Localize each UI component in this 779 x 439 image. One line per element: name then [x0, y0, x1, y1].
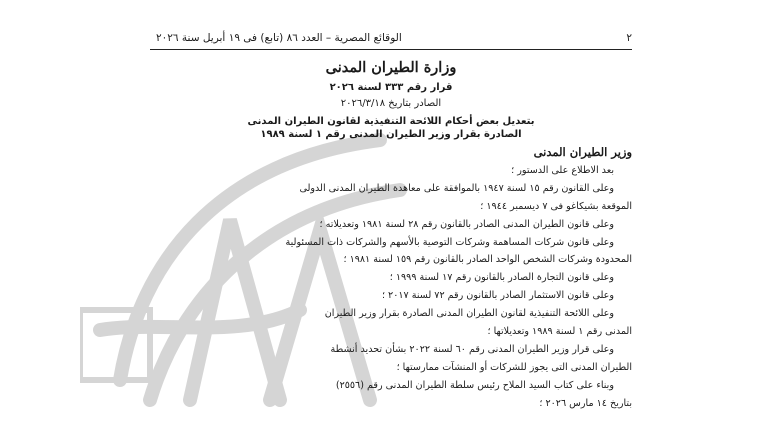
body-line: المحدودة وشركات الشخص الواحد الصادر بالقانون رقم ١٥٩ لسنة ١٩٨١ ؛: [343, 254, 632, 266]
body-line: وعلى اللائحة التنفيذية لقانون الطيران المدنى الصادرة بقرار وزير الطيران: [324, 308, 614, 320]
gazette-page: [150, 22, 632, 432]
ministry-title: وزارة الطيران المدنى: [325, 59, 457, 76]
body-line: وعلى قانون التجارة الصادر بالقانون رقم ١٧ لسنة ١٩٩٩ ؛: [389, 272, 614, 284]
decree-subject-line-1: بتعديل بعض أحكام اللائحة التنفيذية لقانون الطيران المدنى: [247, 116, 535, 127]
body-line: وعلى القانون رقم ١٥ لسنة ١٩٤٧ بالموافقة على معاهدة الطيران المدنى الدولى: [299, 182, 614, 194]
decree-date: الصادر بتاريخ ٢٠٢٦/٣/١٨: [340, 98, 442, 109]
body-line: الموقعة بشيكاغو فى ٧ ديسمبر ١٩٤٤ ؛: [480, 200, 632, 212]
page-number: ٢: [626, 32, 632, 44]
body-line: وعلى قانون الطيران المدنى الصادر بالقانون رقم ٢٨ لسنة ١٩٨١ وتعديلاته ؛: [319, 218, 614, 230]
decree-body: [150, 162, 632, 412]
issue-info: الوقائع المصرية – العدد ٨٦ (تابع) فى ١٩ أبريل سنة ٢٠٢٦: [156, 32, 402, 44]
body-line: بعد الاطلاع على الدستور ؛: [511, 165, 614, 176]
body-line: وعلى قانون الاستثمار الصادر بالقانون رقم ٧٢ لسنة ٢٠١٧ ؛: [381, 290, 614, 302]
decree-number: قرار رقم ٣٣٣ لسنة ٢٠٢٦: [329, 82, 453, 93]
body-line: وبناء على كتاب السيد الملاح رئيس سلطة الطيران المدنى رقم (٢٥٥٦): [335, 379, 614, 391]
decree-subject-line-2: الصادرة بقرار وزير الطيران المدنى رقم ١ لسنة ١٩٨٩: [260, 129, 522, 140]
body-line: بتاريخ ١٤ مارس ٢٠٢٦ ؛: [539, 397, 632, 409]
body-line: المدنى رقم ١ لسنة ١٩٨٩ وتعديلاتها ؛: [487, 326, 632, 338]
minister-heading: وزير الطيران المدنى: [533, 145, 632, 159]
body-line: وعلى قرار وزير الطيران المدنى رقم ٦٠ لسنة ٢٠٢٢ بشأن تحديد أنشطة: [330, 343, 614, 355]
page-header: [150, 30, 632, 46]
body-line: وعلى قانون شركات المساهمة وشركات التوصية بالأسهم والشركات ذات المسئولية: [285, 236, 614, 248]
body-line: الطيران المدنى التى يجوز للشركات أو المنشآت ممارستها ؛: [396, 361, 632, 373]
header-divider: [150, 49, 632, 50]
